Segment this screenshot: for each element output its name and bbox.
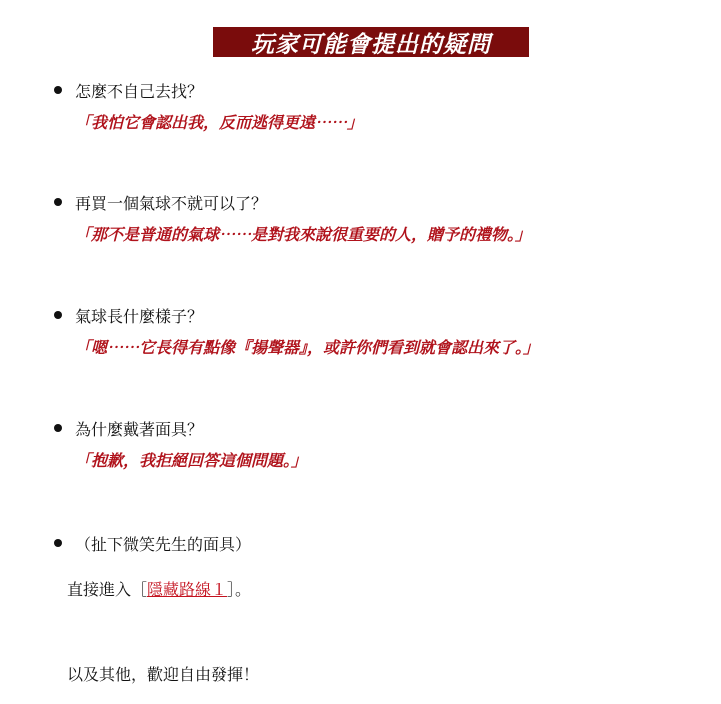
bullet-icon — [54, 311, 62, 319]
answer-text: 「抱歉，我拒絕回答這個問題。」 — [75, 451, 308, 470]
answer-text: 「嗯⋯⋯它長得有點像『揚聲器』，或許你們看到就會認出來了。」 — [75, 338, 540, 357]
answer-text: 「那不是普通的氣球⋯⋯是對我來說很重要的人，贈予的禮物。」 — [75, 225, 532, 244]
list-item — [54, 416, 704, 471]
title-banner — [213, 27, 529, 57]
list-item — [54, 303, 704, 358]
bullet-icon — [54, 424, 62, 432]
question-text: 怎麼不自己去找？ — [75, 81, 204, 101]
question-text: 為什麼戴著面具？ — [75, 419, 204, 439]
list-item — [54, 190, 704, 245]
answer-text: 「我怕它會認出我，反而逃得更遠⋯⋯」 — [75, 113, 364, 132]
list-item — [54, 531, 704, 555]
bullet-icon — [54, 86, 62, 94]
route-line — [67, 577, 251, 600]
bullet-icon — [54, 539, 62, 547]
hidden-route-link[interactable]: 隱藏路線１ — [147, 580, 228, 599]
route-suffix: ］。 — [227, 580, 252, 599]
question-text: （扯下微笑先生的面具） — [75, 534, 252, 554]
list-item — [54, 78, 704, 133]
question-text: 氣球長什麼樣子？ — [75, 306, 204, 326]
closing-text: 以及其他，歡迎自由發揮！ — [67, 665, 260, 684]
bullet-icon — [54, 198, 62, 206]
page-title: 玩家可能會提出的疑問 — [251, 30, 491, 58]
route-prefix: 直接進入［ — [67, 580, 148, 599]
question-text: 再買一個氣球不就可以了？ — [75, 193, 268, 213]
